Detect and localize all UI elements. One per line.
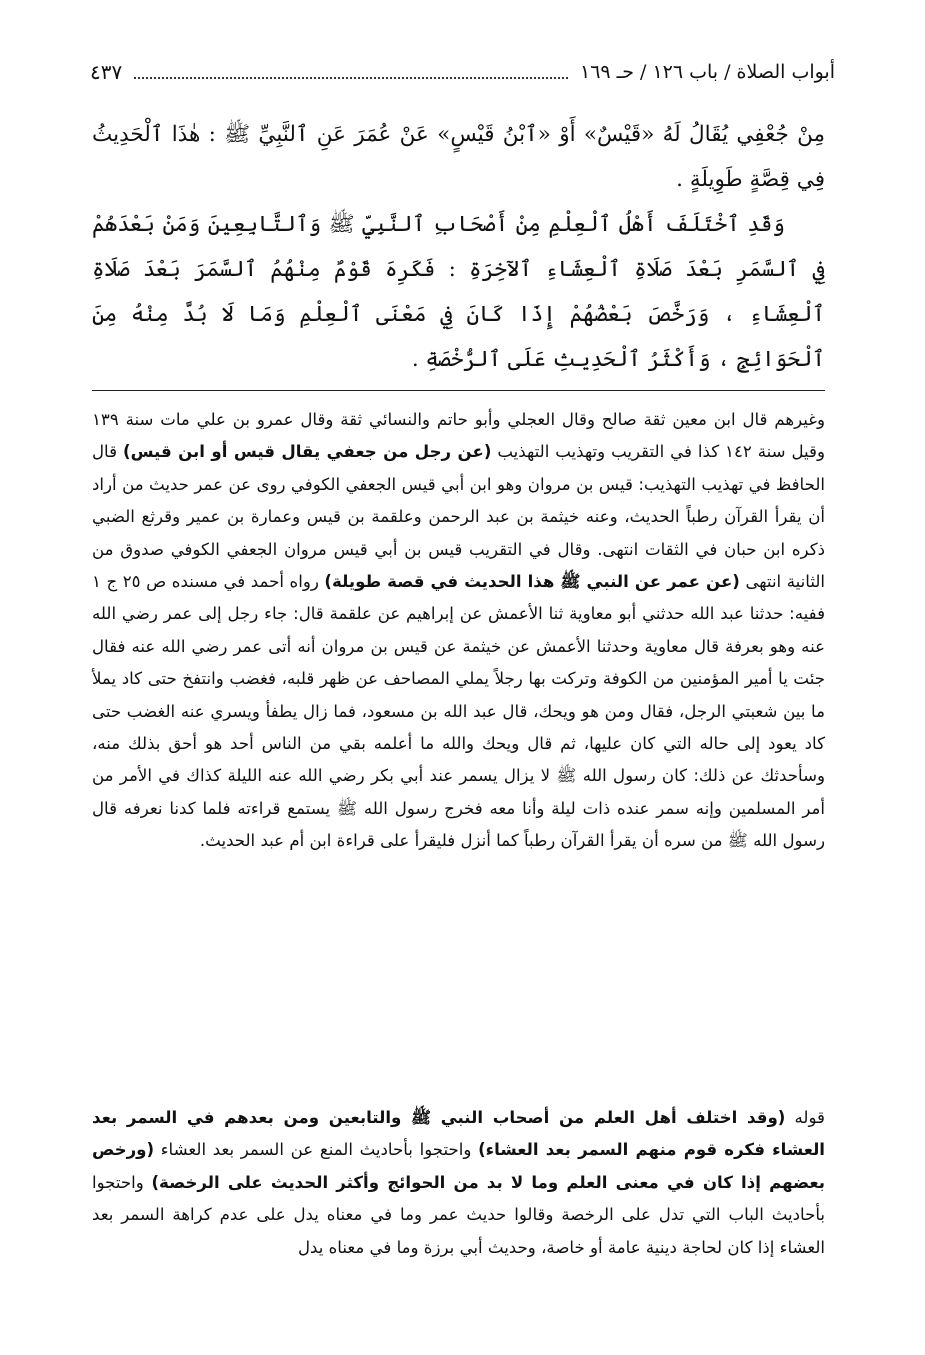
commentary-text-1: قوله <box>785 1108 825 1127</box>
commentary-text-2: واحتجوا بأحاديث المنع عن السمر بعد العشاء <box>154 1140 479 1160</box>
notes-text-1: وغيرهم قال ابن معين ثقة صالح وقال العجلي وأبو حاتم والنسائي ثقة وقال عمرو بن علي مات سنة ١٣٩ وقيل سنة ١٤٢ كذا في التقريب وتهذيب التهذيب <box>92 410 825 462</box>
commentary-paragraph <box>92 1102 825 1264</box>
notes-quote-1: (عن رجل من جعفي يقال قيس أو ابن قيس) <box>123 442 492 462</box>
header-dotted-leader <box>134 77 568 79</box>
notes-quote-2: (عن عمر عن النبي ﷺ هذا الحديث في قصة طويلة) <box>324 572 740 592</box>
running-header <box>90 52 835 92</box>
notes-text-3: رواه أحمد في مسنده ص ٢٥ ج ١ ففيه: حدثنا عبد الله حدثني أبو معاوية ثنا الأعمش عن إبراهيم عن علقمة قال: جاء رجل إلى عمر رضي الله عنه وهو بعرفة قال معاوية وحدثنا الأعمش عن خيثمة عن قيس بن مروان أنه أتى عمر رضي الله عنه فقال جئت يا أمير المؤمنين من الكوفة وتركت بها رجلاً يملي المصاحف عن ظهر قلبه، فغضب وانتفخ حتى كاد يملأ ما بين شعبتي الرجل، فقال ومن هو ويحك، قال عبد الله بن مسعود، فما زال يطفأ ويسري عنه الغضب حتى كاد يعود إلى حاله التي كان عليها، ثم قال ويحك والله ما أعلمه بقي من الناس أحد هو أحق بذلك منه، وسأحدثك عن ذلك: كان رسول الله ﷺ لا يزال يسمر عند أبي بكر رضي الله عنه الليلة كذاك في الأمر من أمر المسلمين وإنه سمر عنده ذات ليلة وأنا معه فخرج رسول الله ﷺ يستمع قراءته فلما كدنا نعرفه قال رسول الله ﷺ من سره أن يقرأ القرآن رطباً كما أنزل فليقرأ على قراءة ابن أم عبد الحديث. <box>92 572 825 851</box>
footnote-commentary <box>92 404 825 858</box>
commentary-quote-1: (وقد اختلف أهل العلم من أصحاب النبي ﷺ والتابعين ومن بعدهم في السمر بعد العشاء فكره قوم منهم السمر بعد العشاء) <box>92 1108 825 1160</box>
main-hadith-text <box>92 112 825 382</box>
commentary-quote-2: (ورخص بعضهم إذا كان في معنى العلم وما لا بد من الحوائج وأكثر الحديث على الرخصة) <box>92 1140 825 1192</box>
notes-text-2: قال الحافظ في تهذيب التهذيب: قيس بن مروان وهو ابن أبي قيس الجعفي الكوفي روى عن عمر حديث من أراد أن يقرأ القرآن رطباً الحديث، وعنه خيثمة بن عبد الرحمن وعلقمة بن قيس وعمارة بن عمير وقرثع الضبي ذكره ابن حبان في الثقات انتهى. وقال في التقريب قيس بن أبي قيس مروان الجعفي الكوفي صدوق من الثانية انتهى <box>92 442 825 592</box>
page-number: ٤٣٧ <box>90 60 123 84</box>
main-paragraph-2: وَقَدِ ٱخْتَلَفَ أَهْلُ ٱلْعِلْمِ مِنْ أَصْحَابِ ٱلنَّبِيِّ ﷺ وَٱلتَّابِعِينَ وَمَنْ بَعْدَهُمْ فِي ٱلسَّمَرِ بَعْدَ صَلَاةِ ٱلْعِشَاءِ ٱلآخِرَةِ : فَكَرِهَ قَوْمٌ مِنْهُمُ ٱلسَّمَرَ بَعْدَ صَلَاةِ ٱلْعِشَاءِ ، وَرَخَّصَ بَعْضُهُمْ إِذَا كَانَ فِي مَعْنَى ٱلْعِلْمِ وَمَا لَا بُدَّ مِنْهُ مِنَ ٱلْحَوَائِجِ ، وَأَكْثَرُ ٱلْحَدِيثِ عَلَى ٱلرُّخْصَةِ . <box>92 212 825 372</box>
section-divider <box>92 390 825 391</box>
commentary-text-3: واحتجوا بأحاديث الباب التي تدل على الرخصة وقالوا حديث عمر وما في معناه يدل على عدم كراهة السمر بعد العشاء إذا كان لحاجة دينية عامة أو خاصة، وحديث أبي برزة وما في معناه يدل <box>92 1172 825 1257</box>
header-title: أبواب الصلاة / باب ١٢٦ / حـ ١٦٩ <box>579 61 835 83</box>
main-paragraph-1: مِنْ جُعْفِي يُقَالُ لَهُ «قَيْسٌ» أَوْ «ٱبْنُ قَيْسٍ» عَنْ عُمَرَ عَنِ ٱلنَّبِيِّ ﷺ : هٰذَا ٱلْحَدِيثُ فِي قِصَّةٍ طَوِيلَةٍ . <box>92 122 825 192</box>
commentary-section <box>92 1102 825 1264</box>
notes-paragraph <box>92 404 825 858</box>
